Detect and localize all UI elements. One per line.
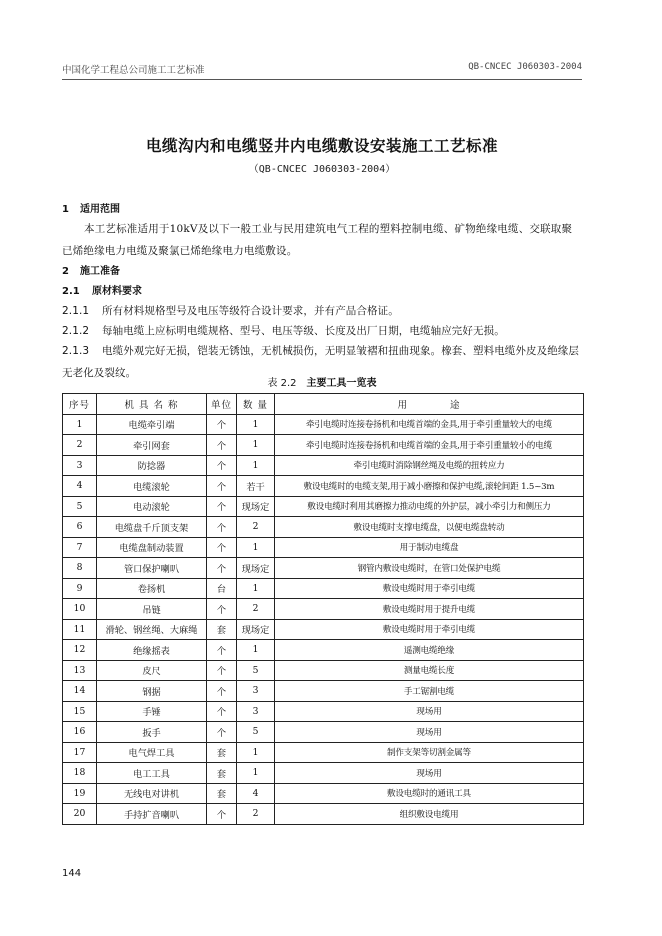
cell-use: 现场用 [275, 701, 584, 722]
header-use: 用 途 [275, 394, 584, 415]
cell-qty: 3 [237, 681, 275, 702]
table-row [63, 681, 584, 702]
cell-unit: 个 [207, 681, 237, 702]
cell-use: 敷设电缆时支撑电缆盘，以便电缆盘转动 [275, 517, 584, 538]
item-number: 2.1.3 [62, 345, 90, 357]
cell-unit: 个 [207, 660, 237, 681]
page-number: 144 [62, 868, 82, 879]
cell-no: 18 [63, 763, 97, 784]
cell-qty: 2 [237, 599, 275, 620]
cell-use: 牵引电缆时连接卷扬机和电缆首端的金具,用于牵引重量较大的电缆 [275, 414, 584, 435]
cell-use: 钢管内敷设电缆时，在管口处保护电缆 [275, 558, 584, 579]
cell-qty: 3 [237, 701, 275, 722]
table-row [63, 599, 584, 620]
table-row [63, 640, 584, 661]
cell-use: 遥测电缆绝缘 [275, 640, 584, 661]
item-text: 每轴电缆上应标明电缆规格、型号、电压等级、长度及出厂日期，电缆轴应完好无损。 [102, 325, 505, 337]
cell-no: 20 [63, 804, 97, 825]
cell-name: 无线电对讲机 [97, 783, 207, 804]
table-row [63, 435, 584, 456]
header-rule [62, 79, 582, 80]
section-1-paragraph: 本工艺标准适用于10kV及以下一般工业与民用建筑电气工程的塑料控制电缆、矿物绝缘电缆、交联取聚已烯绝缘电力电缆及聚氯已烯绝缘电力电缆敷设。 [62, 223, 573, 257]
section-number: 2 [62, 266, 69, 277]
table-row [63, 660, 584, 681]
cell-unit: 套 [207, 742, 237, 763]
table-row [63, 783, 584, 804]
table-caption-title: 主要工具一览表 [306, 378, 377, 389]
cell-name: 手持扩音喇叭 [97, 804, 207, 825]
table-body [63, 414, 584, 824]
item-2-1-2 [62, 320, 582, 342]
header-code: QB-CNCEC J060303-2004 [468, 62, 582, 72]
cell-name: 电缆盘制动装置 [97, 537, 207, 558]
table-row [63, 517, 584, 538]
document-subtitle: （QB-CNCEC J060303-2004） [248, 164, 396, 175]
cell-no: 4 [63, 476, 97, 497]
cell-no: 11 [63, 619, 97, 640]
cell-qty: 4 [237, 783, 275, 804]
table-row [63, 455, 584, 476]
cell-no: 16 [63, 722, 97, 743]
table-row [63, 476, 584, 497]
cell-unit: 个 [207, 476, 237, 497]
cell-name: 绝缘摇表 [97, 640, 207, 661]
cell-name: 管口保护喇叭 [97, 558, 207, 579]
cell-qty: 1 [237, 435, 275, 456]
cell-no: 14 [63, 681, 97, 702]
item-text: 所有材料规格型号及电压等级符合设计要求，并有产品合格证。 [102, 305, 399, 317]
cell-unit: 台 [207, 578, 237, 599]
cell-unit: 个 [207, 701, 237, 722]
section-number: 1 [62, 204, 69, 215]
cell-unit: 个 [207, 435, 237, 456]
cell-no: 2 [63, 435, 97, 456]
cell-no: 9 [63, 578, 97, 599]
cell-unit: 个 [207, 537, 237, 558]
document-title: 电缆沟内和电缆竖井内电缆敷设安装施工工艺标准 [145, 137, 498, 155]
cell-name: 牵引网套 [97, 435, 207, 456]
cell-no: 1 [63, 414, 97, 435]
cell-unit: 个 [207, 722, 237, 743]
cell-no: 19 [63, 783, 97, 804]
cell-qty: 5 [237, 722, 275, 743]
item-2-1-1 [62, 300, 582, 322]
cell-qty: 5 [237, 660, 275, 681]
cell-qty: 1 [237, 742, 275, 763]
cell-qty: 1 [237, 640, 275, 661]
table-row [63, 537, 584, 558]
table-row [63, 619, 584, 640]
cell-name: 手锤 [97, 701, 207, 722]
cell-name: 防捻器 [97, 455, 207, 476]
table-row [63, 742, 584, 763]
cell-use: 牵引电缆时消除钢丝绳及电缆的扭转应力 [275, 455, 584, 476]
cell-unit: 个 [207, 558, 237, 579]
table-row [63, 578, 584, 599]
cell-no: 12 [63, 640, 97, 661]
table-row [63, 496, 584, 517]
tools-table [62, 393, 584, 825]
section-title: 施工准备 [80, 266, 120, 277]
cell-use: 敷设电缆时用于牵引电缆 [275, 619, 584, 640]
cell-no: 7 [63, 537, 97, 558]
cell-name: 电缆盘千斤顶支架 [97, 517, 207, 538]
table-caption-number: 表 2.2 [267, 378, 297, 389]
section-title: 原材料要求 [92, 286, 142, 297]
cell-unit: 个 [207, 414, 237, 435]
cell-qty: 2 [237, 517, 275, 538]
item-number: 2.1.1 [62, 305, 90, 317]
cell-qty: 1 [237, 414, 275, 435]
table-row [63, 722, 584, 743]
cell-use: 敷设电缆时用于牵引电缆 [275, 578, 584, 599]
cell-name: 电动滚轮 [97, 496, 207, 517]
header-unit: 单位 [207, 394, 237, 415]
cell-unit: 个 [207, 640, 237, 661]
cell-use: 组织敷设电缆用 [275, 804, 584, 825]
cell-use: 敷设电缆时的通讯工具 [275, 783, 584, 804]
cell-name: 扳手 [97, 722, 207, 743]
cell-qty: 现场定 [237, 619, 275, 640]
table-header-row [63, 394, 584, 415]
cell-use: 敷设电缆时的电缆支架,用于减小磨擦和保护电缆,滚轮间距 1.5~3m [275, 476, 584, 497]
cell-name: 吊链 [97, 599, 207, 620]
table-row [63, 701, 584, 722]
cell-unit: 个 [207, 804, 237, 825]
cell-no: 15 [63, 701, 97, 722]
cell-unit: 套 [207, 783, 237, 804]
cell-use: 制作支架等切割金属等 [275, 742, 584, 763]
item-text: 电缆外观完好无损，铠装无锈蚀，无机械损伤，无明显皱褶和扭曲现象。橡套、塑料电缆外皮及绝缘层无老化及裂纹。 [62, 345, 579, 379]
table-row [63, 804, 584, 825]
cell-qty: 2 [237, 804, 275, 825]
cell-qty: 现场定 [237, 558, 275, 579]
table-row [63, 558, 584, 579]
cell-use: 牵引电缆时连接卷扬机和电缆首端的金具,用于牵引重量较小的电缆 [275, 435, 584, 456]
header-org: 中国化学工程总公司施工工艺标准 [62, 65, 205, 76]
header-name: 机 具 名 称 [97, 394, 207, 415]
cell-qty: 1 [237, 455, 275, 476]
cell-no: 6 [63, 517, 97, 538]
cell-name: 电缆滚轮 [97, 476, 207, 497]
cell-no: 10 [63, 599, 97, 620]
header-qty: 数 量 [237, 394, 275, 415]
cell-no: 5 [63, 496, 97, 517]
table-row [63, 763, 584, 784]
cell-name: 电缆牵引端 [97, 414, 207, 435]
cell-name: 电气焊工具 [97, 742, 207, 763]
cell-no: 8 [63, 558, 97, 579]
cell-unit: 个 [207, 599, 237, 620]
section-number: 2.1 [62, 286, 80, 297]
cell-unit: 个 [207, 517, 237, 538]
table-caption [62, 374, 582, 389]
cell-no: 3 [63, 455, 97, 476]
cell-qty: 1 [237, 578, 275, 599]
cell-use: 测量电缆长度 [275, 660, 584, 681]
cell-name: 电工工具 [97, 763, 207, 784]
cell-unit: 套 [207, 619, 237, 640]
cell-qty: 若干 [237, 476, 275, 497]
cell-no: 17 [63, 742, 97, 763]
header-no: 序号 [63, 394, 97, 415]
cell-unit: 个 [207, 455, 237, 476]
cell-name: 钢据 [97, 681, 207, 702]
cell-name: 卷扬机 [97, 578, 207, 599]
item-number: 2.1.2 [62, 325, 90, 337]
cell-use: 用于制动电缆盘 [275, 537, 584, 558]
cell-name: 皮尺 [97, 660, 207, 681]
cell-use: 敷设电缆时利用其磨擦力推动电缆的外护层，减小牵引力和侧压力 [275, 496, 584, 517]
page-header [62, 62, 582, 78]
cell-use: 手工锯割电缆 [275, 681, 584, 702]
cell-qty: 1 [237, 537, 275, 558]
cell-qty: 现场定 [237, 496, 275, 517]
section-title: 适用范围 [80, 204, 120, 215]
cell-no: 13 [63, 660, 97, 681]
cell-unit: 个 [207, 496, 237, 517]
cell-use: 敷设电缆时用于提升电缆 [275, 599, 584, 620]
cell-use: 现场用 [275, 763, 584, 784]
cell-name: 滑轮、钢丝绳、大麻绳 [97, 619, 207, 640]
cell-use: 现场用 [275, 722, 584, 743]
cell-unit: 套 [207, 763, 237, 784]
table-row [63, 414, 584, 435]
cell-qty: 1 [237, 763, 275, 784]
